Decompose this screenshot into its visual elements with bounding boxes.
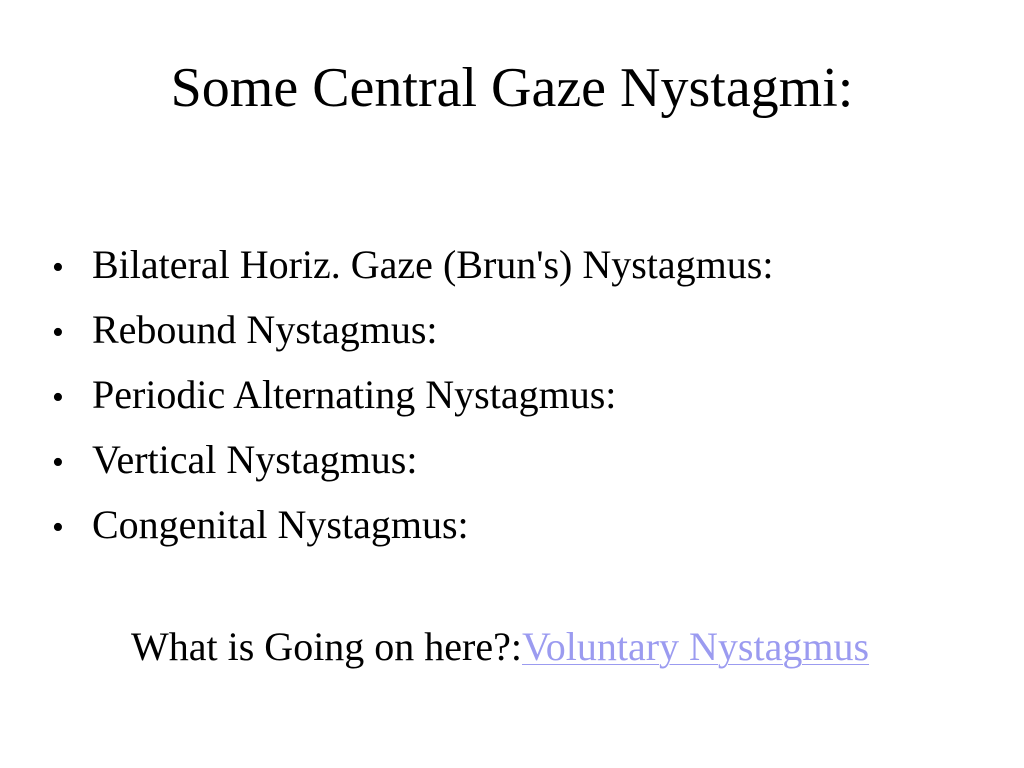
list-item-brun-nystagmus xyxy=(52,237,992,302)
list-item-label: Periodic Alternating Nystagmus: xyxy=(92,372,617,417)
bullet-icon: • xyxy=(52,379,64,416)
list-item-label: Bilateral Horiz. Gaze (Brun's) Nystagmus: xyxy=(92,242,774,287)
bullet-list xyxy=(52,237,992,562)
slide-title: Some Central Gaze Nystagmi: xyxy=(170,57,854,119)
footer-line xyxy=(131,619,869,675)
footer-prompt: What is Going on here?: xyxy=(131,624,522,669)
bullet-icon: • xyxy=(52,314,64,351)
bullet-icon: • xyxy=(52,444,64,481)
list-item-label: Rebound Nystagmus: xyxy=(92,307,438,352)
list-item-congenital-nystagmus xyxy=(52,497,992,562)
voluntary-nystagmus-link[interactable]: Voluntary Nystagmus xyxy=(522,624,870,669)
bullet-icon: • xyxy=(52,249,64,286)
list-item-periodic-alternating-nystagmus xyxy=(52,367,992,432)
bullet-icon: • xyxy=(52,509,64,546)
list-item-label: Vertical Nystagmus: xyxy=(92,437,418,482)
list-item-rebound-nystagmus xyxy=(52,302,992,367)
list-item-vertical-nystagmus xyxy=(52,432,992,497)
list-item-label: Congenital Nystagmus: xyxy=(92,502,469,547)
